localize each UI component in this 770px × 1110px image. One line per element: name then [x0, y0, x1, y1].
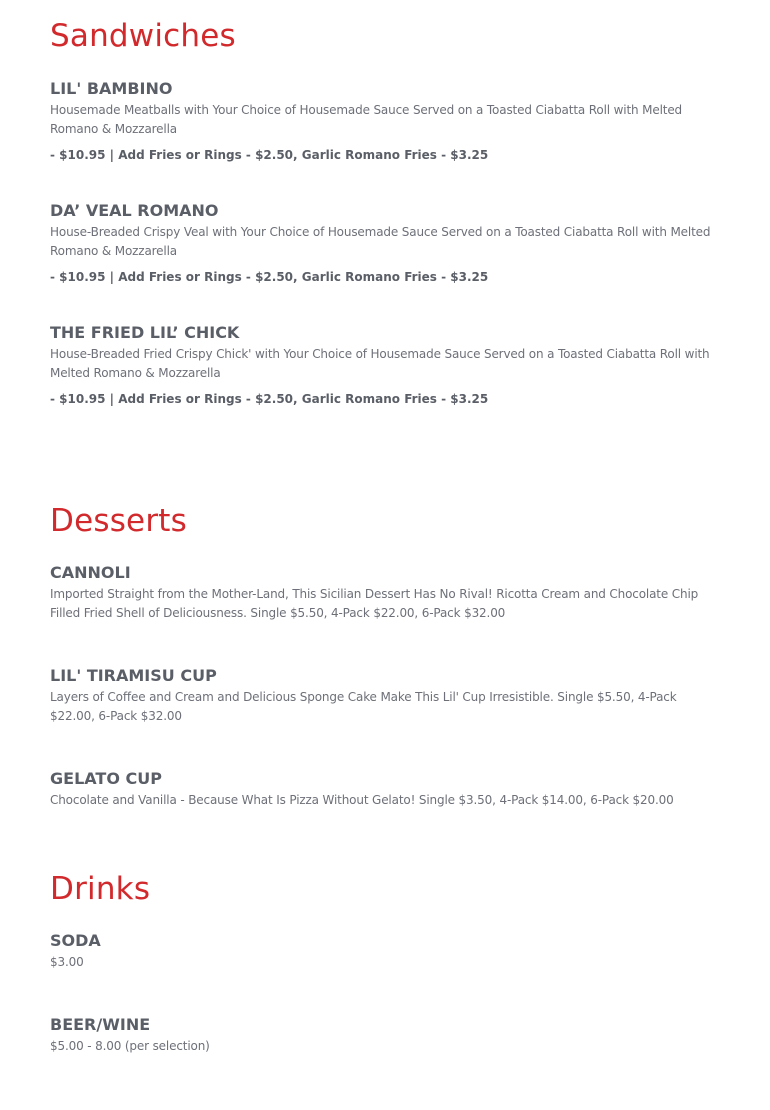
menu-item-cannoli	[50, 563, 720, 623]
item-description: Layers of Coffee and Cream and Delicious Sponge Cake Make This Lil' Cup Irresistible. Single $5.50, 4-Pack $22.00, 6-Pack $32.00	[50, 690, 677, 723]
item-price: $3.00	[50, 955, 84, 969]
item-name: SODA	[50, 931, 101, 950]
item-price: - $10.95 | Add Fries or Rings - $2.50, Garlic Romano Fries - $3.25	[50, 148, 489, 162]
item-description: House-Breaded Fried Crispy Chick' with Your Choice of Housemade Sauce Served on a Toasted Ciabatta Roll with Melted Romano & Mozzarella	[50, 347, 710, 380]
item-name: GELATO CUP	[50, 769, 162, 788]
menu-item-beer-wine	[50, 1015, 720, 1056]
section-title-desserts: Desserts	[50, 503, 187, 539]
item-name: BEER/WINE	[50, 1015, 151, 1034]
item-name: THE FRIED LIL’ CHICK	[50, 323, 240, 342]
menu-item-the-fried-lil-chick	[50, 323, 720, 408]
item-name: DA’ VEAL ROMANO	[50, 201, 219, 220]
item-name: LIL' TIRAMISU CUP	[50, 666, 217, 685]
item-name: LIL' BAMBINO	[50, 79, 173, 98]
item-description: House-Breaded Crispy Veal with Your Choice of Housemade Sauce Served on a Toasted Ciabatta Roll with Melted Romano & Mozzarella	[50, 225, 711, 258]
section-title-sandwiches: Sandwiches	[50, 18, 236, 54]
item-description: Chocolate and Vanilla - Because What Is Pizza Without Gelato! Single $3.50, 4-Pack $14.00, 6-Pack $20.00	[50, 793, 674, 807]
menu-item-soda	[50, 931, 720, 972]
item-name: CANNOLI	[50, 563, 131, 582]
item-description: Housemade Meatballs with Your Choice of Housemade Sauce Served on a Toasted Ciabatta Roll with Melted Romano & Mozzarella	[50, 103, 683, 136]
menu-item-da-veal-romano	[50, 201, 720, 286]
menu-item-lil-bambino	[50, 79, 720, 164]
item-price: $5.00 - 8.00 (per selection)	[50, 1039, 210, 1053]
item-price: - $10.95 | Add Fries or Rings - $2.50, Garlic Romano Fries - $3.25	[50, 392, 489, 406]
menu-item-gelato-cup	[50, 769, 720, 810]
section-title-drinks: Drinks	[50, 871, 151, 907]
item-description: Imported Straight from the Mother-Land, This Sicilian Dessert Has No Rival! Ricotta Cream and Chocolate Chip Filled Fried Shell of Deliciousness. Single $5.50, 4-Pack $22.00, 6-Pack $32.00	[50, 587, 699, 620]
item-price: - $10.95 | Add Fries or Rings - $2.50, Garlic Romano Fries - $3.25	[50, 270, 489, 284]
menu-item-lil-tiramisu-cup	[50, 666, 720, 726]
